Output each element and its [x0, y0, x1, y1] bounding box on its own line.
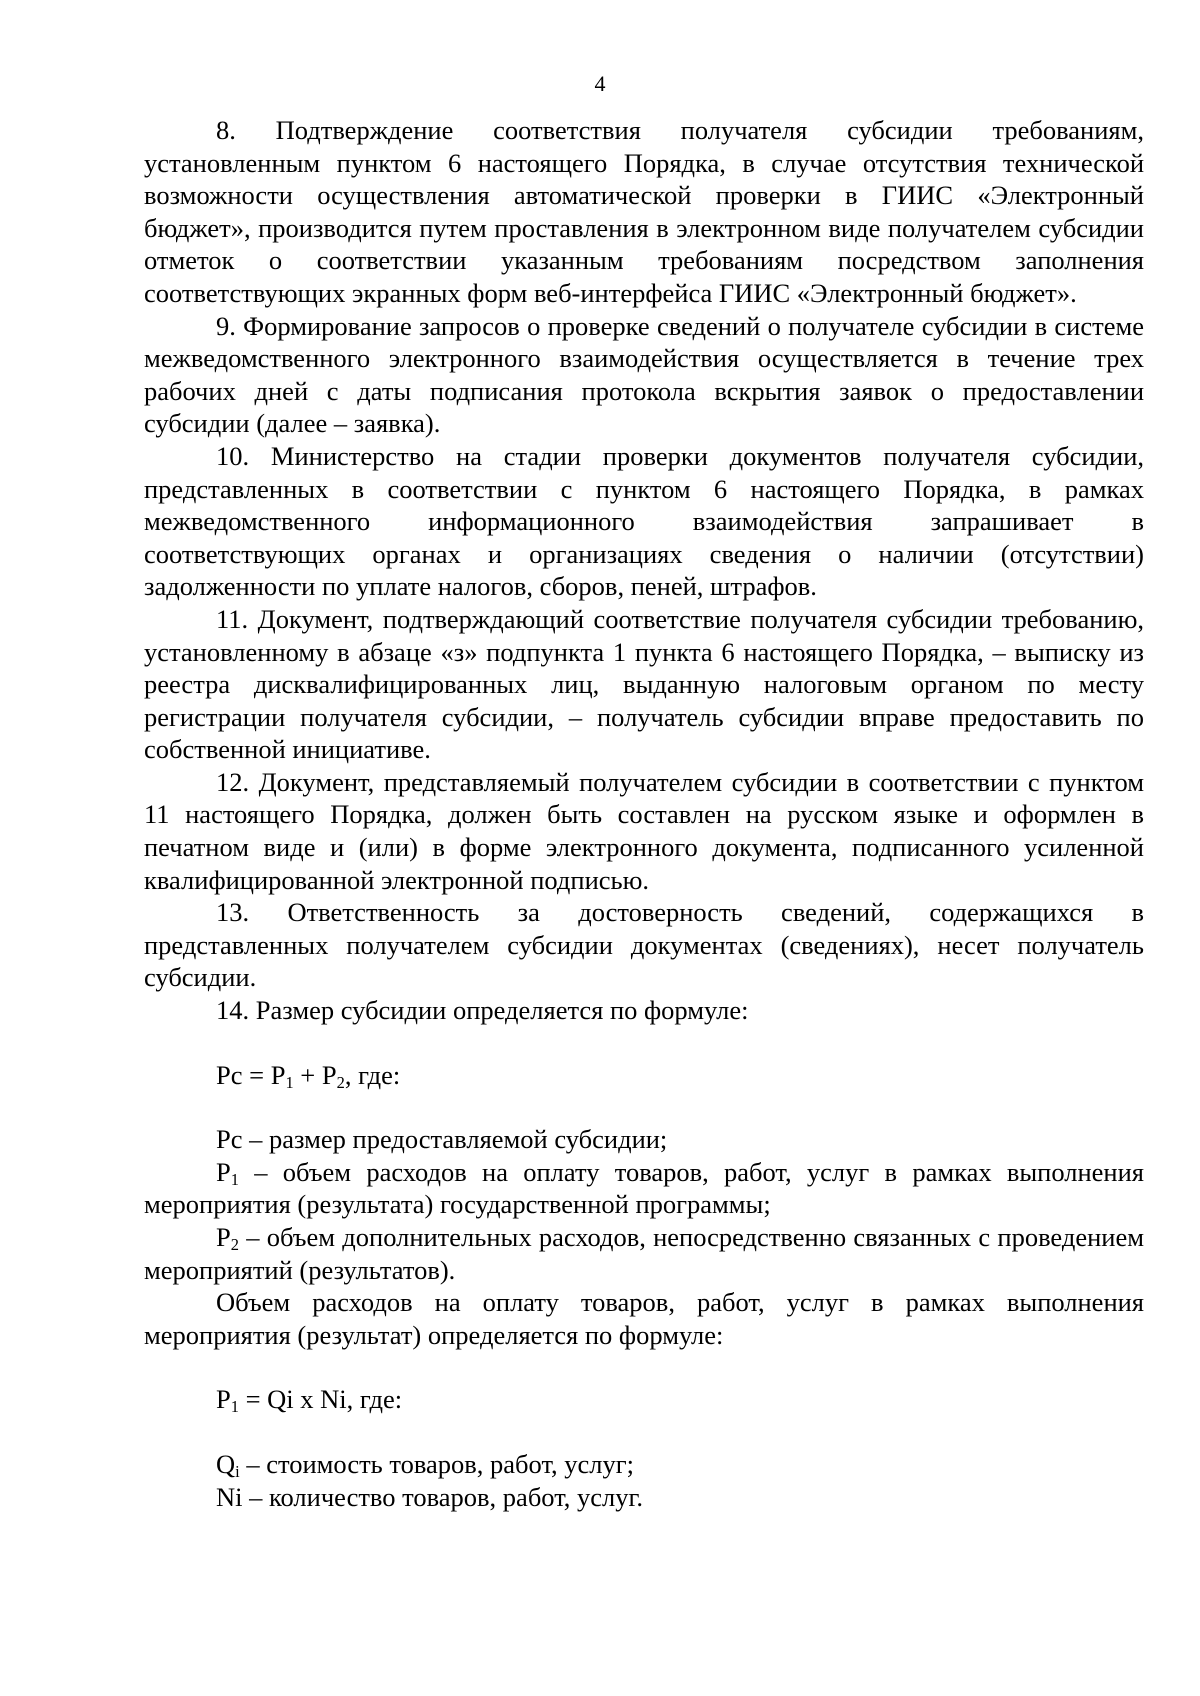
p2-text: – объем дополнительных расходов, непосредственно связанных с проведением мероприятий (результатов).: [144, 1222, 1144, 1285]
p1-text: – объем расходов на оплату товаров, работ, услуг в рамках выполнения мероприятия (результата) государственной программы;: [144, 1156, 1144, 1220]
paragraph-volume-intro: Объем расходов на оплату товаров, работ, услуг в рамках выполнения мероприятия (результат) определяется по формуле:: [144, 1287, 1144, 1350]
document-body: [144, 114, 1144, 1513]
paragraph-14: 14. Размер субсидии определяется по формуле:: [216, 995, 749, 1026]
paragraph-13: 13. Ответственность за достоверность сведений, содержащихся в представленных получателем субсидии документах (сведениях), несет получатель субсидии.: [144, 897, 1144, 993]
paragraph-11: 11. Документ, подтверждающий соответствие получателя субсидии требованию, установленному в абзаце «з» подпункта 1 пункта 6 настоящего Порядка, – выписку из реестра дисквалифицированных лиц, выданную налоговым органом по месту регистрации получателя субсидии, – получатель субсидии вправе предоставить по собственной инициативе.: [144, 603, 1144, 765]
definition-qi: [144, 1448, 1144, 1481]
qi-symbol: Q: [216, 1448, 236, 1479]
formula-plus: + Р: [293, 1059, 337, 1090]
page-number: 4: [594, 71, 606, 96]
definition-ni: Ni – количество товаров, работ, услуг.: [216, 1481, 644, 1512]
p1-subscript: 1: [230, 1169, 239, 1189]
volume-formula: [144, 1383, 1144, 1416]
p1-symbol: Р: [216, 1156, 231, 1187]
definition-pc: Рс – размер предоставляемой субсидии;: [216, 1124, 668, 1155]
p2-symbol: Р: [216, 1222, 231, 1252]
qi-text: – стоимость товаров, работ, услуг;: [239, 1448, 634, 1479]
qi-subscript: i: [235, 1462, 240, 1482]
paragraph-12: 12. Документ, представляемый получателем субсидии в соответствии с пунктом 11 настоящего Порядка, должен быть составлен на русском языке и оформлен в печатном виде и (или) в форме электронного документа, подписанного усиленной квалифицированной электронной подписью.: [144, 766, 1144, 895]
paragraph-8: 8. Подтверждение соответствия получателя субсидии требованиям, установленным пунктом 6 настоящего Порядка, в случае отсутствия технической возможности осуществления автоматической проверки в ГИИС «Электронный бюджет», производится путем проставления в электронном виде получателем субсидии отметок о соответствии указанным требованиям посредством заполнения соответствующих экранных форм веб-интерфейса ГИИС «Электронный бюджет».: [144, 115, 1144, 308]
subsidy-formula: [144, 1059, 1144, 1092]
formula-sub-1: 1: [285, 1072, 294, 1092]
formula2-lhs: Р: [216, 1384, 231, 1415]
p2-subscript: 2: [230, 1235, 239, 1255]
formula2-sub: 1: [230, 1397, 239, 1417]
formula2-rhs: = Qi x Ni, где:: [238, 1384, 403, 1415]
paragraph-9: 9. Формирование запросов о проверке сведений о получателе субсидии в системе межведомственного электронного взаимодействия осуществляется в течение трех рабочих дней с даты подписания протокола вскрытия заявок о предоставлении субсидии (далее – заявка).: [144, 310, 1144, 439]
paragraph-10: 10. Министерство на стадии проверки документов получателя субсидии, представленных в соответствии с пунктом 6 настоящего Порядка, в рамках межведомственного информационного взаимодействия запрашивает в соответствующих органах и организациях сведения о наличии (отсутствии) задолженности по уплате налогов, сборов, пеней, штрафов.: [144, 440, 1144, 602]
definition-p2: [144, 1221, 1144, 1286]
formula-tail: , где:: [344, 1059, 401, 1090]
formula-sub-2: 2: [336, 1072, 345, 1092]
formula-lhs: Рс = Р: [216, 1059, 286, 1090]
definition-p1: [144, 1156, 1144, 1221]
